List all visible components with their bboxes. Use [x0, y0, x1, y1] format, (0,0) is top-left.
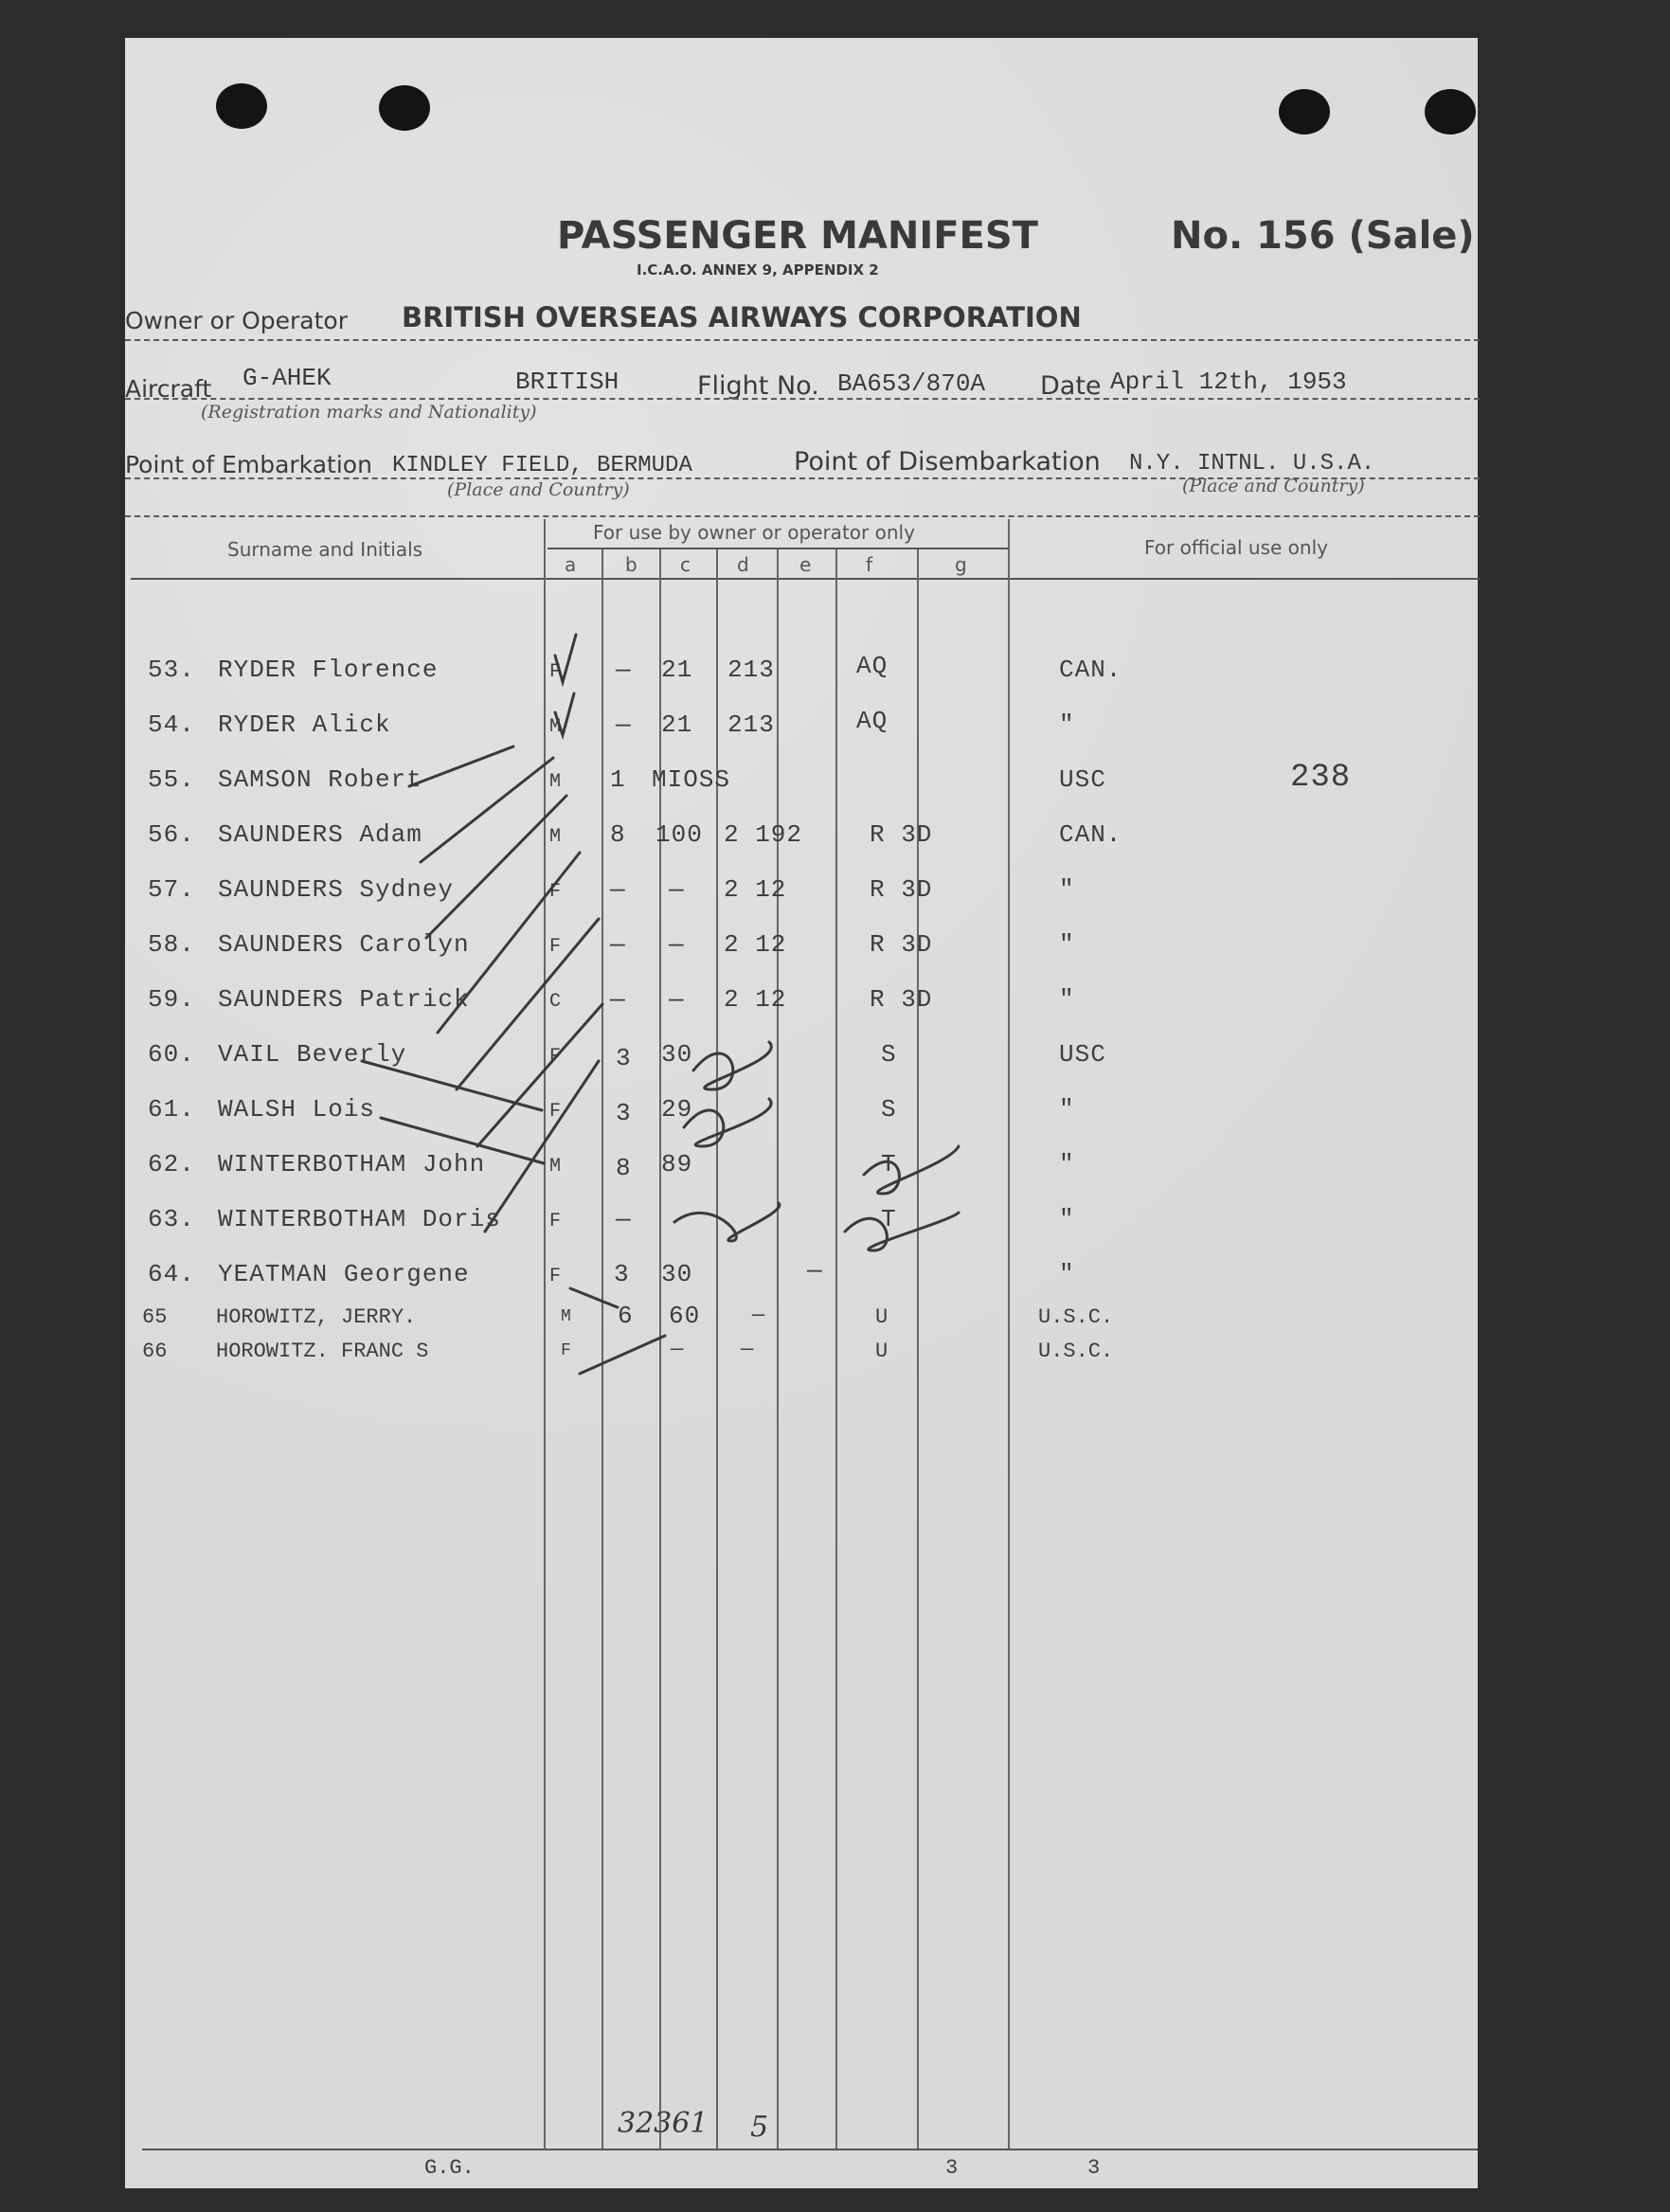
nationality: U.S.C.	[1038, 1305, 1114, 1329]
cell-b: —	[671, 1338, 684, 1361]
passenger-sex: F	[549, 661, 563, 683]
cell-d: —	[752, 1304, 765, 1327]
passenger-sex: F	[549, 936, 563, 958]
cell-b: 3	[614, 1260, 630, 1288]
cell-f: R 3D	[870, 820, 933, 849]
nationality: "	[1059, 875, 1075, 904]
passenger-sex: F	[549, 1266, 563, 1287]
official-annotation: 238	[1290, 760, 1352, 796]
row-number: 65	[142, 1305, 168, 1329]
row-number: 64.	[148, 1260, 195, 1288]
cell-f: R 3D	[870, 875, 933, 904]
cell-d: —	[807, 1256, 823, 1285]
cell-c: 29	[661, 1095, 693, 1124]
cell-c: —	[669, 985, 685, 1014]
passenger-name: SAUNDERS Patrick	[218, 985, 470, 1014]
passenger-name: WINTERBOTHAM Doris	[218, 1205, 501, 1233]
flight-value: BA653/870A	[837, 369, 986, 398]
cell-c: —	[669, 930, 685, 959]
row-number: 55.	[148, 765, 195, 794]
manifest-sheet	[125, 38, 1478, 2188]
tick-mark	[555, 693, 574, 735]
col-e-header: e	[799, 553, 812, 576]
cell-d: 2 12	[724, 930, 787, 959]
passenger-name: RYDER Alick	[218, 710, 391, 739]
passenger-sex: F	[549, 1046, 563, 1068]
aircraft-registration: G-AHEK	[242, 364, 332, 392]
slash-mark	[570, 1288, 618, 1307]
row-number: 66	[142, 1340, 168, 1363]
nationality: U.S.C.	[1038, 1340, 1114, 1363]
footer-handwritten-5: 5	[750, 2111, 769, 2144]
col-c-header: c	[680, 553, 691, 576]
nationality: "	[1059, 930, 1075, 959]
cell-b: 8	[610, 820, 626, 849]
passenger-name: WALSH Lois	[218, 1095, 376, 1124]
row-number: 53.	[148, 656, 195, 684]
manifest-title: PASSENGER MANIFEST	[557, 214, 1038, 258]
nationality: "	[1059, 1205, 1075, 1233]
registration-caption: (Registration marks and Nationality)	[201, 402, 537, 423]
col-b-header: b	[625, 553, 637, 576]
cell-b: 6	[618, 1302, 634, 1330]
disembarkation-label: Point of Disembarkation	[794, 447, 1101, 477]
passenger-sex: F	[549, 1211, 563, 1232]
cell-b: —	[610, 930, 626, 959]
cell-b: —	[610, 985, 626, 1014]
row-number: 62.	[148, 1150, 195, 1178]
footer-mid: 3	[945, 2156, 959, 2180]
row-number: 54.	[148, 710, 195, 739]
footer-rule	[142, 2149, 1478, 2150]
passenger-sex: F	[561, 1341, 571, 1360]
row-number: 60.	[148, 1040, 195, 1069]
passenger-name: VAIL Beverly	[218, 1040, 407, 1069]
scribble	[693, 1042, 771, 1089]
cell-c: MIOSS	[652, 765, 731, 794]
nationality: "	[1059, 1260, 1075, 1288]
passenger-name: HOROWITZ, JERRY.	[216, 1305, 417, 1329]
footer-handwritten-total: 32361	[618, 2107, 709, 2140]
aircraft-label: Aircraft	[125, 375, 212, 403]
slash-mark	[477, 1004, 602, 1146]
flight-label: Flight No.	[697, 371, 819, 401]
cell-b: 8	[616, 1154, 632, 1182]
disembarkation-caption: (Place and Country)	[1182, 476, 1365, 496]
passenger-sex: M	[561, 1307, 571, 1326]
nationality: CAN.	[1059, 656, 1122, 684]
cell-f: R 3D	[870, 985, 933, 1014]
slash-mark	[580, 1336, 665, 1374]
owner-use-header: For use by owner or operator only	[593, 521, 915, 544]
scribble	[684, 1099, 771, 1146]
manifest-number: No. 156 (Sale)	[1171, 214, 1475, 258]
operator-label: Owner or Operator	[125, 307, 348, 334]
slash-mark	[362, 1061, 542, 1110]
manifest-subtitle: I.C.A.O. ANNEX 9, APPENDIX 2	[637, 261, 879, 279]
passenger-name: RYDER Florence	[218, 656, 439, 684]
slash-mark	[409, 746, 513, 786]
nationality: USC	[1059, 1040, 1106, 1069]
cell-f: T	[881, 1150, 897, 1178]
passenger-name: HOROWITZ. FRANC S	[216, 1340, 429, 1363]
embarkation-caption: (Place and Country)	[447, 479, 630, 500]
passenger-name: YEATMAN Georgene	[218, 1260, 470, 1288]
nationality: "	[1059, 1150, 1075, 1178]
cell-d: —	[741, 1338, 754, 1361]
official-use-header: For official use only	[1144, 536, 1328, 559]
cell-f: AQ	[856, 652, 889, 680]
nationality: "	[1059, 985, 1075, 1014]
col-f-header: f	[866, 553, 873, 576]
cell-c: 60	[669, 1302, 701, 1330]
cell-b: 3	[616, 1099, 632, 1127]
row-number: 57.	[148, 875, 195, 904]
cell-d: 2 192	[724, 820, 803, 849]
cell-f: S	[881, 1040, 897, 1069]
slash-mark	[381, 1118, 544, 1163]
col-d-header: d	[737, 553, 749, 576]
nationality: "	[1059, 1095, 1075, 1124]
footer-right: 3	[1087, 2156, 1101, 2180]
row-number: 58.	[148, 930, 195, 959]
cell-f: S	[881, 1095, 897, 1124]
surname-header: Surname and Initials	[227, 538, 423, 561]
passenger-sex: M	[549, 1156, 563, 1178]
passenger-name: SAUNDERS Adam	[218, 820, 422, 849]
scribble	[674, 1203, 780, 1241]
passenger-sex: C	[549, 991, 563, 1013]
row-number: 63.	[148, 1205, 195, 1233]
cell-c: 100	[655, 820, 703, 849]
cell-c: —	[669, 875, 685, 904]
footer-left: G.G.	[424, 2156, 475, 2180]
cell-c: 30	[661, 1040, 693, 1069]
nationality: CAN.	[1059, 820, 1122, 849]
row-number: 59.	[148, 985, 195, 1014]
passenger-sex: F	[549, 1101, 563, 1123]
cell-c: 21	[661, 656, 693, 684]
embarkation-label: Point of Embarkation	[125, 451, 372, 478]
passenger-name: SAMSON Robert	[218, 765, 422, 794]
cell-d: 213	[727, 710, 775, 739]
cell-b: 1	[610, 765, 626, 794]
cell-f: R 3D	[870, 930, 933, 959]
scribble	[845, 1213, 959, 1250]
row-number: 61.	[148, 1095, 195, 1124]
cell-f: U	[875, 1305, 889, 1329]
slash-mark	[438, 853, 580, 1033]
cell-f: AQ	[856, 707, 889, 735]
passenger-sex: F	[549, 881, 563, 903]
operator-value: BRITISH OVERSEAS AIRWAYS CORPORATION	[402, 301, 1082, 333]
col-a-header: a	[565, 553, 577, 576]
passenger-sex: M	[549, 771, 563, 793]
cell-f: U	[875, 1340, 889, 1363]
date-label: Date	[1040, 371, 1102, 401]
passenger-sex: M	[549, 716, 563, 738]
slash-mark	[426, 796, 566, 938]
date-value: April 12th, 1953	[1110, 368, 1347, 396]
passenger-sex: M	[549, 826, 563, 848]
cell-b: —	[610, 875, 626, 904]
tick-mark	[555, 635, 576, 682]
passenger-name: SAUNDERS Sydney	[218, 875, 455, 904]
row-number: 56.	[148, 820, 195, 849]
disembarkation-value: N.Y. INTNL. U.S.A.	[1129, 451, 1375, 477]
cell-c: 21	[661, 710, 693, 739]
cell-d: 2 12	[724, 875, 787, 904]
cell-d: 213	[727, 656, 775, 684]
cell-f: T	[881, 1205, 897, 1233]
cell-d: 2 12	[724, 985, 787, 1014]
cell-c: 30	[661, 1260, 693, 1288]
nationality: USC	[1059, 765, 1106, 794]
passenger-name: SAUNDERS Carolyn	[218, 930, 470, 959]
cell-b: 3	[616, 1044, 632, 1072]
slash-mark	[485, 1061, 599, 1232]
nationality: "	[1059, 710, 1075, 739]
embarkation-value: KINDLEY FIELD, BERMUDA	[392, 453, 692, 478]
aircraft-nationality: BRITISH	[515, 368, 620, 396]
scribble	[864, 1146, 959, 1194]
col-g-header: g	[955, 553, 967, 576]
cell-b: —	[616, 1205, 632, 1233]
cell-b: —	[616, 656, 632, 684]
slash-mark	[457, 919, 599, 1089]
cell-b: —	[616, 710, 632, 739]
handwritten-marks	[125, 38, 1478, 2188]
passenger-name: WINTERBOTHAM John	[218, 1150, 486, 1178]
cell-c: 89	[661, 1150, 693, 1178]
